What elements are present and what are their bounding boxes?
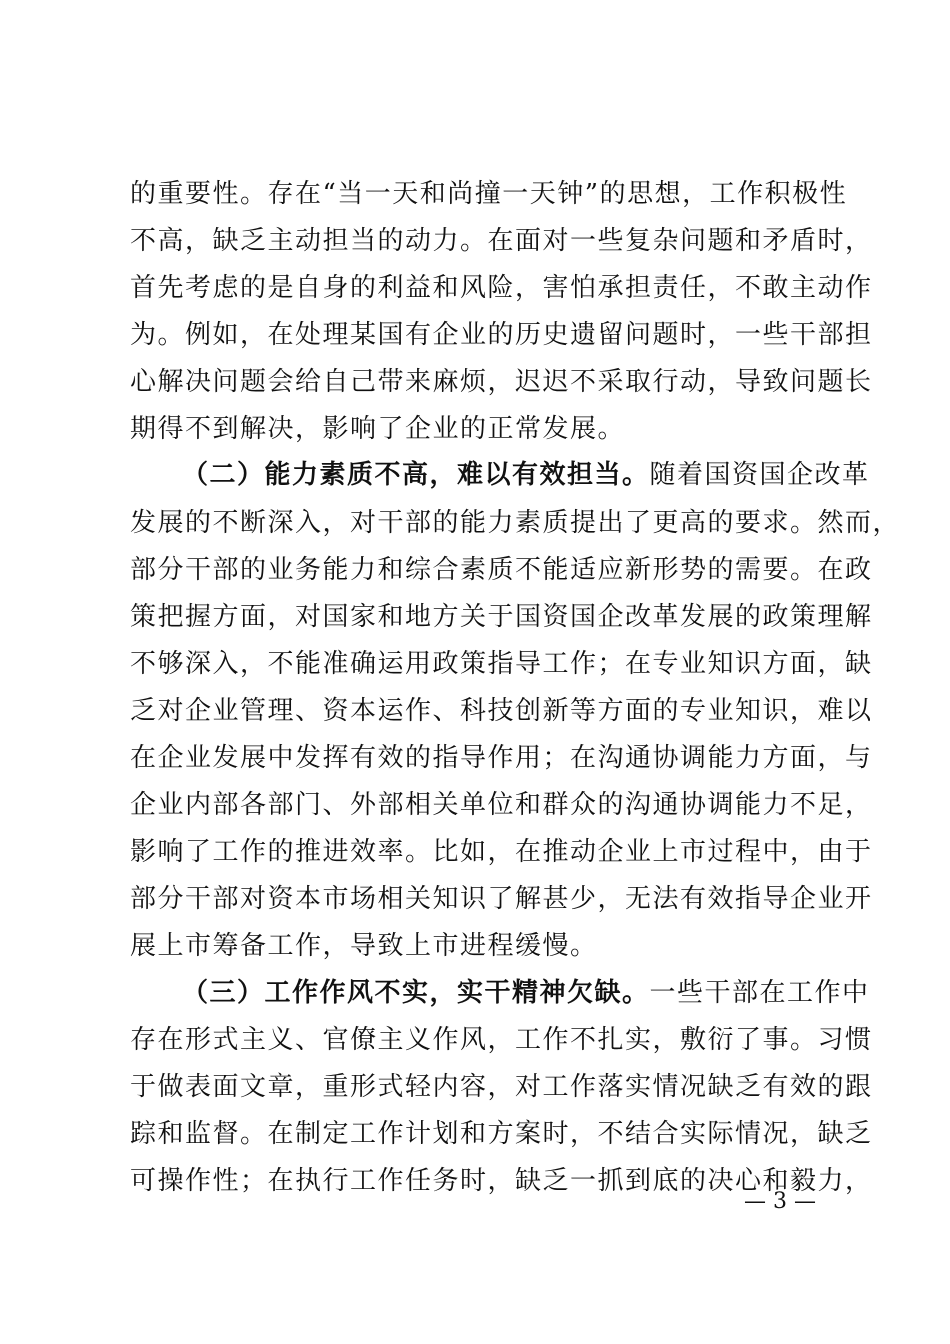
text-line: 不够深入，不能准确运用政策指导工作；在专业知识方面，缺 (130, 649, 873, 679)
section-heading-continuation: 一些干部在工作中 (649, 978, 870, 1008)
text-line: 发展的不断深入，对干部的能力素质提出了更高的要求。然而， (130, 508, 901, 538)
text-line: 不高，缺乏主动担当的动力。在面对一些复杂问题和矛盾时， (130, 226, 873, 256)
text-line: 首先考虑的是自身的利益和风险，害怕承担责任，不敢主动作 (130, 273, 873, 303)
text-line: 乏对企业管理、资本运作、科技创新等方面的专业知识，难以 (130, 696, 873, 726)
section-heading-line (182, 973, 870, 1013)
text-line: 为。例如，在处理某国有企业的历史遗留问题时，一些干部担 (130, 320, 873, 350)
text-line: 心解决问题会给自己带来麻烦，迟迟不采取行动，导致问题长 (130, 367, 873, 397)
section-heading: （二）能力素质不高，难以有效担当。 (182, 460, 650, 490)
text-line: 的重要性。存在“当一天和尚撞一天钟”的思想，工作积极性 (130, 179, 848, 209)
text-line: 可操作性；在执行工作任务时，缺乏一抓到底的决心和毅力， (130, 1166, 873, 1196)
text-line: 于做表面文章，重形式轻内容，对工作落实情况缺乏有效的跟 (130, 1072, 873, 1102)
text-line: 部分干部对资本市场相关知识了解甚少，无法有效指导企业开 (130, 884, 873, 914)
text-line: 部分干部的业务能力和综合素质不能适应新形势的需要。在政 (130, 555, 873, 585)
text-line: 企业内部各部门、外部相关单位和群众的沟通协调能力不足， (130, 790, 873, 820)
section-heading-continuation: 随着国资国企改革 (649, 460, 870, 490)
text-line: 影响了工作的推进效率。比如，在推动企业上市过程中，由于 (130, 837, 873, 867)
text-line: 在企业发展中发挥有效的指导作用；在沟通协调能力方面，与 (130, 743, 873, 773)
text-line: 期得不到解决，影响了企业的正常发展。 (130, 414, 626, 444)
section-heading: （三）工作作风不实，实干精神欠缺。 (182, 978, 650, 1008)
section-heading-line (182, 455, 870, 495)
text-line: 存在形式主义、官僚主义作风，工作不扎实，敷衍了事。习惯 (130, 1025, 873, 1055)
page-number: — 3 — (744, 1189, 816, 1214)
text-line: 踪和监督。在制定工作计划和方案时，不结合实际情况，缺乏 (130, 1119, 873, 1149)
text-line: 展上市筹备工作，导致上市进程缓慢。 (130, 931, 598, 961)
text-line: 策把握方面，对国家和地方关于国资国企改革发展的政策理解 (130, 602, 873, 632)
